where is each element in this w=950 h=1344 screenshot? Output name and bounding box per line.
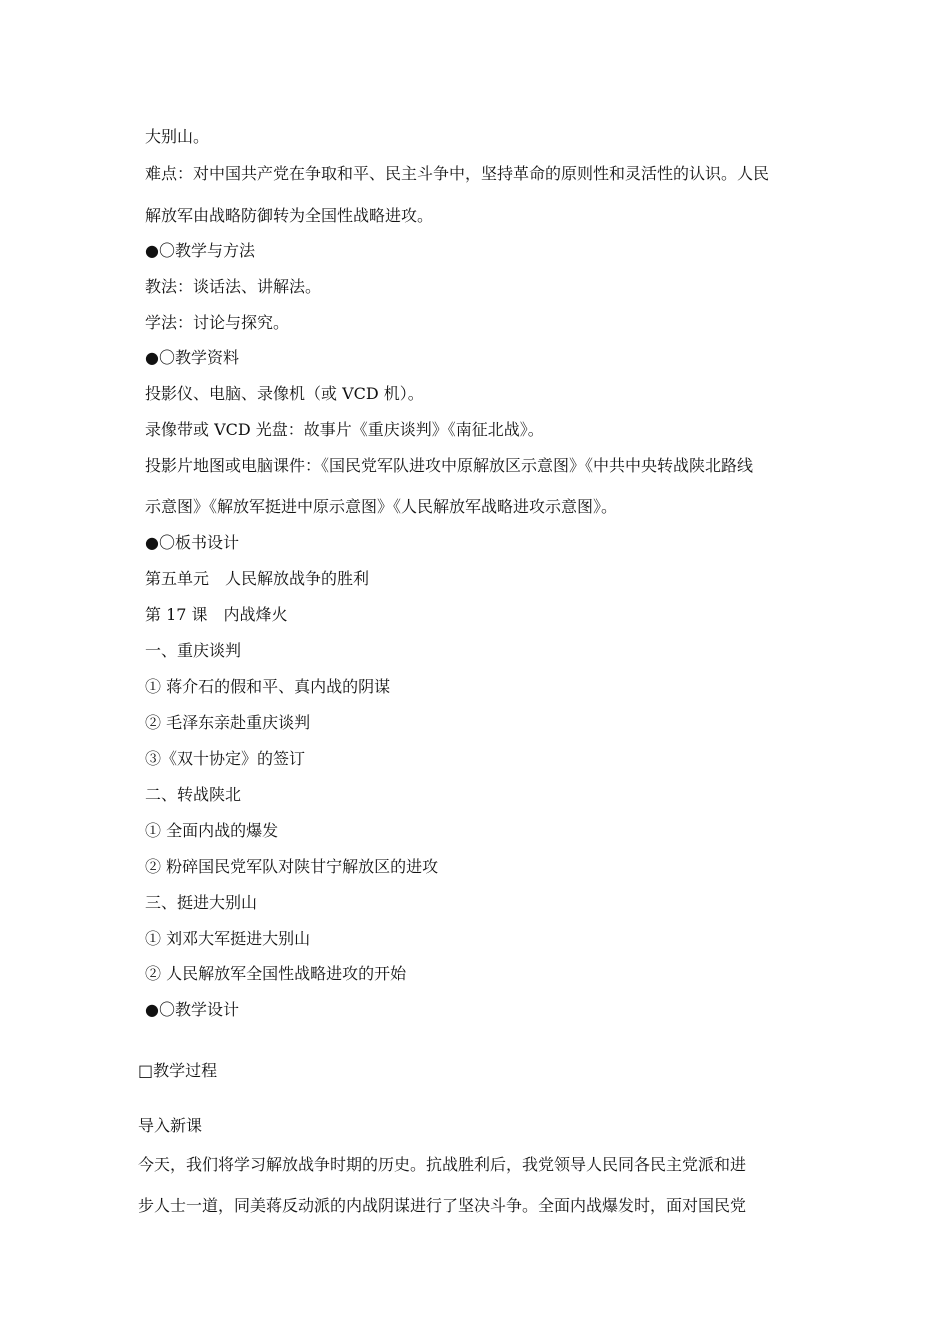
methods-heading: ●〇教学与方法 — [145, 241, 255, 260]
outline-section: 三、挺进大别山 — [145, 893, 258, 912]
teaching-method: 教法：谈话法、讲解法。 — [145, 277, 322, 296]
paragraph-line-2: 步人士一道，同美蒋反动派的内战阴谋进行了坚决斗争。全面内战爆发时，面对国民党 — [138, 1196, 747, 1215]
process-heading: □教学过程 — [138, 1061, 218, 1080]
outline-item: ① 全面内战的爆发 — [145, 821, 279, 840]
text-line: 大别山。 — [145, 127, 210, 146]
outline-item: ② 人民解放军全国性战略进攻的开始 — [145, 964, 407, 983]
difficulty-line-2: 解放军由战略防御转为全国性战略进攻。 — [145, 206, 434, 225]
outline-section: 一、重庆谈判 — [145, 641, 242, 660]
outline-item: ① 刘邓大军挺进大别山 — [145, 929, 311, 948]
material-item: 录像带或 VCD 光盘：故事片《重庆谈判》《南征北战》。 — [145, 420, 544, 439]
paragraph-line-1: 今天，我们将学习解放战争时期的历史。抗战胜利后，我党领导人民同各民主党派和进 — [138, 1155, 747, 1174]
board-heading: ●〇板书设计 — [145, 533, 239, 552]
outline-item: ② 粉碎国民党军队对陕甘宁解放区的进攻 — [145, 857, 439, 876]
outline-item: ② 毛泽东亲赴重庆谈判 — [145, 713, 311, 732]
material-item: 投影仪、电脑、录像机（或 VCD 机）。 — [145, 384, 424, 403]
material-item: 投影片地图或电脑课件：《国民党军队进攻中原解放区示意图》《中共中央转战陕北路线 — [145, 456, 754, 475]
material-item: 示意图》《解放军挺进中原示意图》《人民解放军战略进攻示意图》。 — [145, 497, 618, 516]
unit-title: 第五单元 人民解放战争的胜利 — [145, 569, 370, 588]
learning-method: 学法：讨论与探究。 — [145, 313, 290, 332]
lesson-title: 第 17 课 内战烽火 — [145, 605, 288, 624]
outline-section: 二、转战陕北 — [145, 785, 242, 804]
difficulty-line-1: 难点：对中国共产党在争取和平、民主斗争中，坚持革命的原则性和灵活性的认识。人民 — [145, 164, 770, 183]
outline-item: ① 蒋介石的假和平、真内战的阴谋 — [145, 677, 391, 696]
intro-heading: 导入新课 — [138, 1116, 203, 1135]
design-heading: ●〇教学设计 — [145, 1000, 239, 1019]
materials-heading: ●〇教学资料 — [145, 348, 239, 367]
outline-item: ③《双十协定》的签订 — [145, 749, 306, 768]
